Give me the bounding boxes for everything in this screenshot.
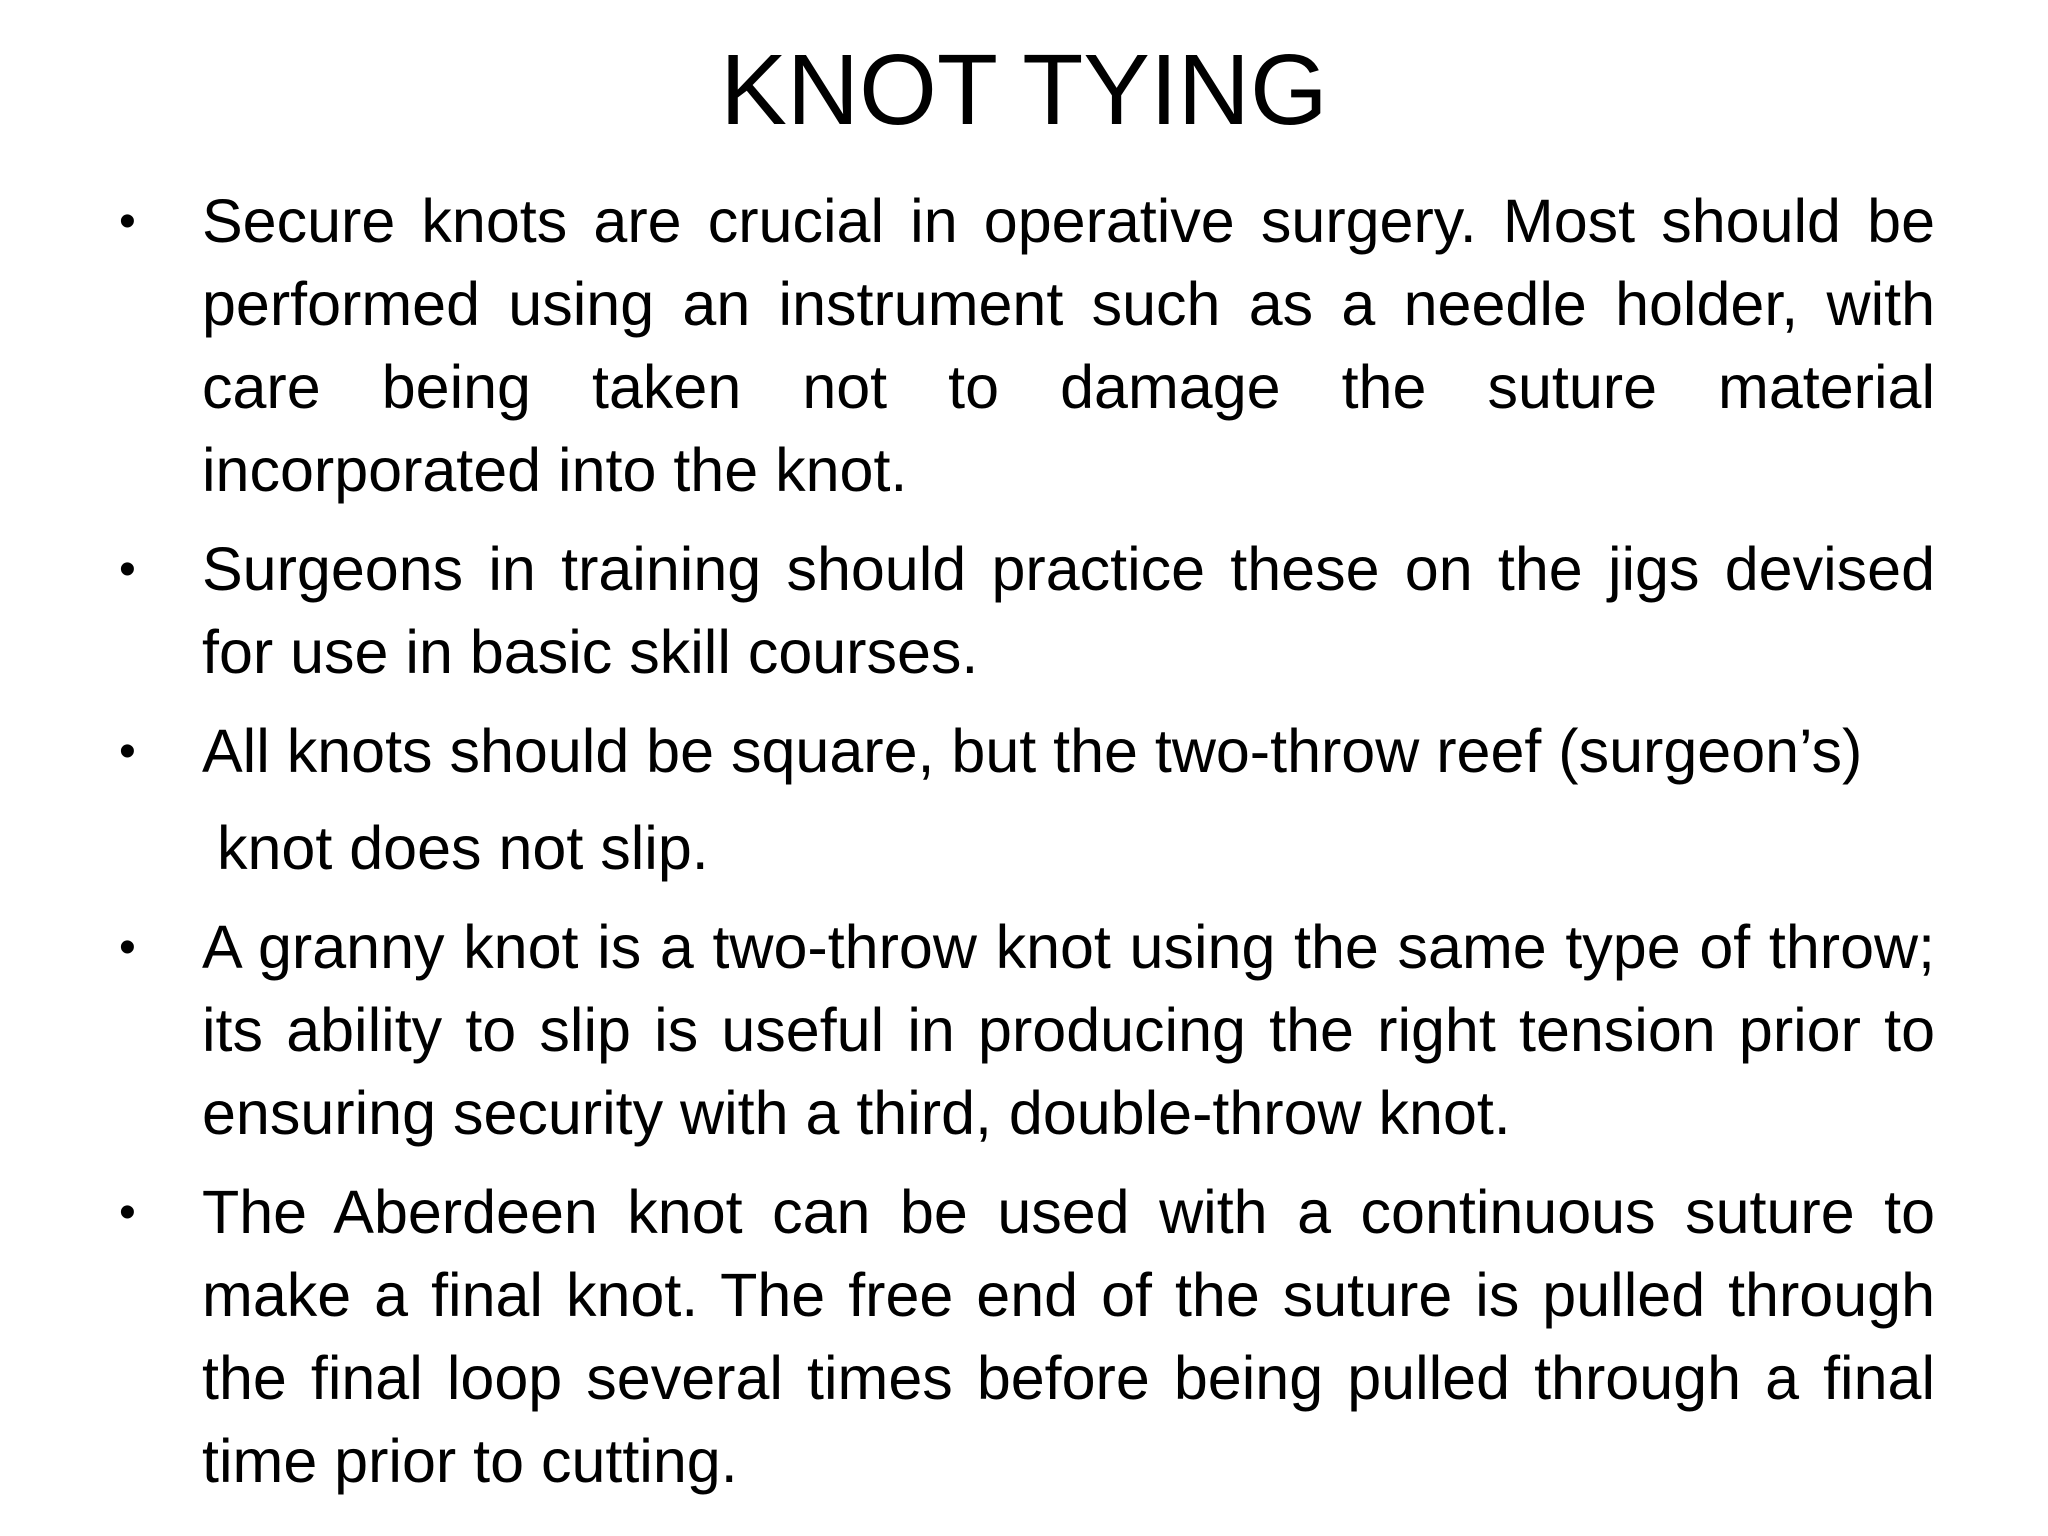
bullet-icon: •: [119, 921, 136, 974]
bullet-icon: •: [119, 543, 136, 596]
bullet-text: All knots should be square, but the two-throw reef (surgeon’s): [202, 717, 1863, 785]
bullet-text: The Aberdeen knot can be used with a continuous suture to make a final knot. The free end of the suture is pulled through the final loop several times before being pulled through a final time prior to cutting.: [202, 1178, 1935, 1495]
bullet-list: [115, 180, 1935, 1519]
bullet-item: [115, 180, 1935, 512]
bullet-item: [115, 710, 1935, 890]
bullet-icon: •: [119, 195, 136, 248]
bullet-item: [115, 1171, 1935, 1503]
bullet-text: Secure knots are crucial in operative surgery. Most should be performed using an instrument such as a needle holder, with care being taken not to damage the suture material incorporated into the knot.: [202, 187, 1935, 504]
bullet-continuation: knot does not slip.: [217, 814, 709, 882]
slide-title: KNOT TYING: [720, 34, 1328, 146]
bullet-icon: •: [119, 725, 136, 778]
bullet-text: A granny knot is a two-throw knot using the same type of throw; its ability to slip is useful in producing the right tension prior to ensuring security with a third, double-throw knot.: [202, 913, 1935, 1147]
bullet-text: Surgeons in training should practice these on the jigs devised for use in basic skill courses.: [202, 535, 1935, 686]
bullet-icon: •: [119, 1186, 136, 1239]
bullet-item: [115, 906, 1935, 1155]
bullet-item: [115, 528, 1935, 694]
